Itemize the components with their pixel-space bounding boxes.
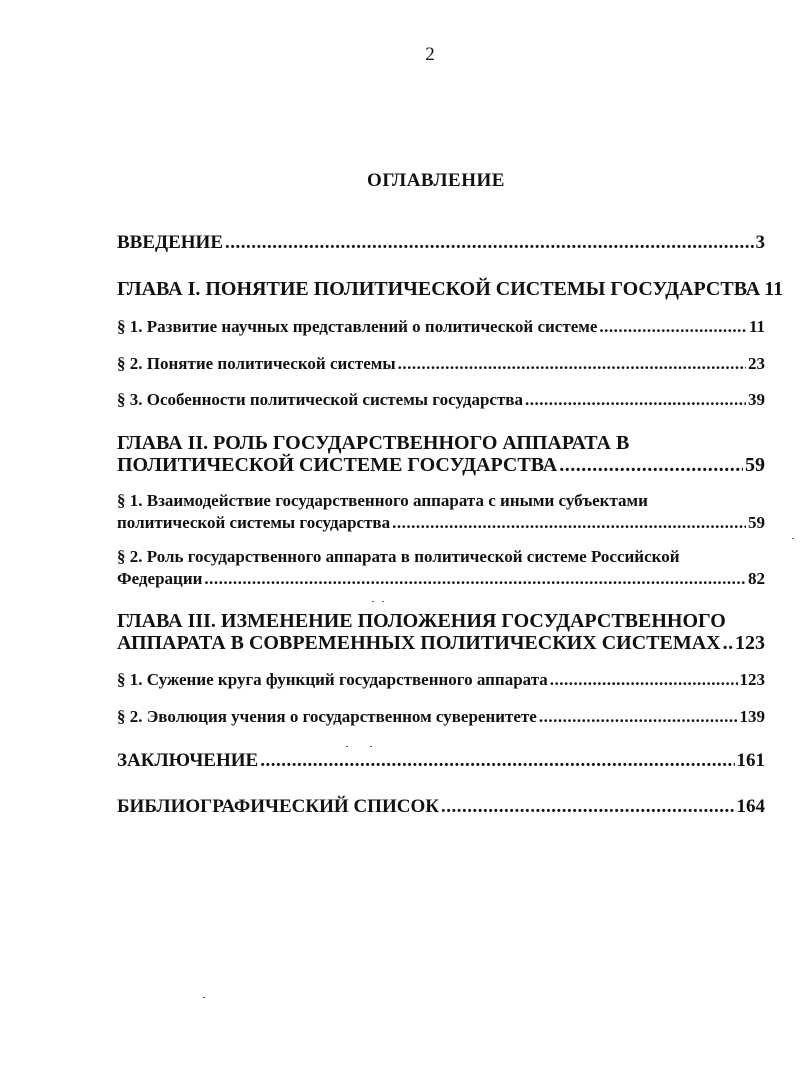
toc-entry-chapter-2-section-2[interactable]	[117, 546, 765, 590]
toc-entry-chapter-3-section-1[interactable]	[117, 669, 765, 691]
toc-entry-title: § 2. Эволюция учения о государственном суверенитете	[117, 707, 537, 726]
toc-entry-chapter-2[interactable]	[117, 432, 765, 476]
dot-leader	[441, 796, 734, 818]
scan-speck	[370, 746, 372, 747]
toc-entry-title: БИБЛИОГРАФИЧЕСКИЙ СПИСОК	[117, 796, 440, 817]
toc-entry-title: § 1. Развитие научных представлений о политической системе	[117, 317, 598, 336]
toc-entry-title-line-2: ПОЛИТИЧЕСКОЙ СИСТЕМЕ ГОСУДАРСТВА	[117, 454, 558, 476]
toc-entry-page: 59	[745, 454, 765, 476]
toc-entry-title-line-1: ГЛАВА III. ИЗМЕНЕНИЕ ПОЛОЖЕНИЯ ГОСУДАРСТВЕННОГО	[117, 610, 726, 632]
toc-entry-chapter-1-section-1[interactable]	[117, 316, 765, 338]
toc-entry-page: 11	[748, 317, 765, 336]
scan-speck	[382, 601, 384, 602]
toc-entry-bibliography[interactable]	[117, 796, 765, 818]
toc-entry-title: § 3. Особенности политической системы государства	[117, 390, 523, 409]
toc-entry-page: 161	[736, 750, 765, 771]
toc-entry-title-line-2: Федерации	[117, 569, 203, 588]
dot-leader	[225, 232, 754, 254]
dot-leader	[599, 316, 747, 338]
toc-entry-title: ВВЕДЕНИЕ	[117, 232, 223, 253]
toc-entry-page: 164	[736, 796, 765, 817]
dot-leader	[539, 706, 738, 728]
page-number: 2	[425, 44, 435, 65]
dot-leader	[398, 353, 746, 375]
scan-speck	[346, 746, 348, 747]
toc-entry-title-line-2: политической системы государства	[117, 513, 391, 532]
toc-entry-chapter-3-section-2[interactable]	[117, 706, 765, 728]
dot-leader	[559, 454, 743, 476]
toc-entry-title-line-1: § 2. Роль государственного аппарата в политической системе Российской	[117, 547, 680, 566]
toc-entry-title-line-1: § 1. Взаимодействие государственного аппарата с иными субъектами	[117, 491, 648, 510]
toc-entry-page: 39	[748, 390, 765, 409]
toc-entry-page: 123	[739, 670, 765, 689]
toc-entry-chapter-1-section-3[interactable]	[117, 389, 765, 411]
dot-leader	[525, 389, 746, 411]
toc-entry-page: 11	[764, 278, 784, 300]
scan-speck	[372, 601, 374, 602]
dot-leader	[723, 632, 733, 654]
toc-entry-chapter-2-section-1[interactable]	[117, 490, 765, 534]
toc-title: ОГЛАВЛЕНИЕ	[367, 170, 505, 191]
dot-leader	[550, 669, 738, 691]
toc-entry-title: § 2. Понятие политической системы	[117, 354, 396, 373]
toc-entry-title-line-2: АППАРАТА В СОВРЕМЕННЫХ ПОЛИТИЧЕСКИХ СИСТЕМАХ	[117, 632, 721, 654]
scan-speck	[203, 997, 205, 998]
toc-entry-page: 123	[735, 632, 765, 654]
dot-leader	[260, 750, 734, 772]
toc-entry-title-line-1: ГЛАВА II. РОЛЬ ГОСУДАРСТВЕННОГО АППАРАТА В	[117, 432, 630, 454]
dot-leader	[204, 568, 746, 590]
toc-entry-title: ЗАКЛЮЧЕНИЕ	[117, 750, 259, 771]
scan-speck	[792, 538, 794, 539]
toc-entry-chapter-1[interactable]	[117, 278, 784, 300]
toc-entry-chapter-1-section-2[interactable]	[117, 353, 765, 375]
toc-entry-title: § 1. Сужение круга функций государственного аппарата	[117, 670, 548, 689]
toc-entry-page: 82	[748, 569, 765, 588]
toc-entry-chapter-3[interactable]	[117, 610, 765, 654]
toc-entry-title: ГЛАВА I. ПОНЯТИЕ ПОЛИТИЧЕСКОЙ СИСТЕМЫ ГОСУДАРСТВА	[117, 278, 761, 300]
toc-entry-page: 139	[739, 707, 765, 726]
toc-entry-page: 23	[748, 354, 765, 373]
toc-entry-page: 3	[755, 232, 765, 253]
toc-entry-page: 59	[748, 513, 765, 532]
dot-leader	[392, 512, 746, 534]
toc-entry-introduction[interactable]	[117, 232, 765, 254]
toc-entry-conclusion[interactable]	[117, 750, 765, 772]
